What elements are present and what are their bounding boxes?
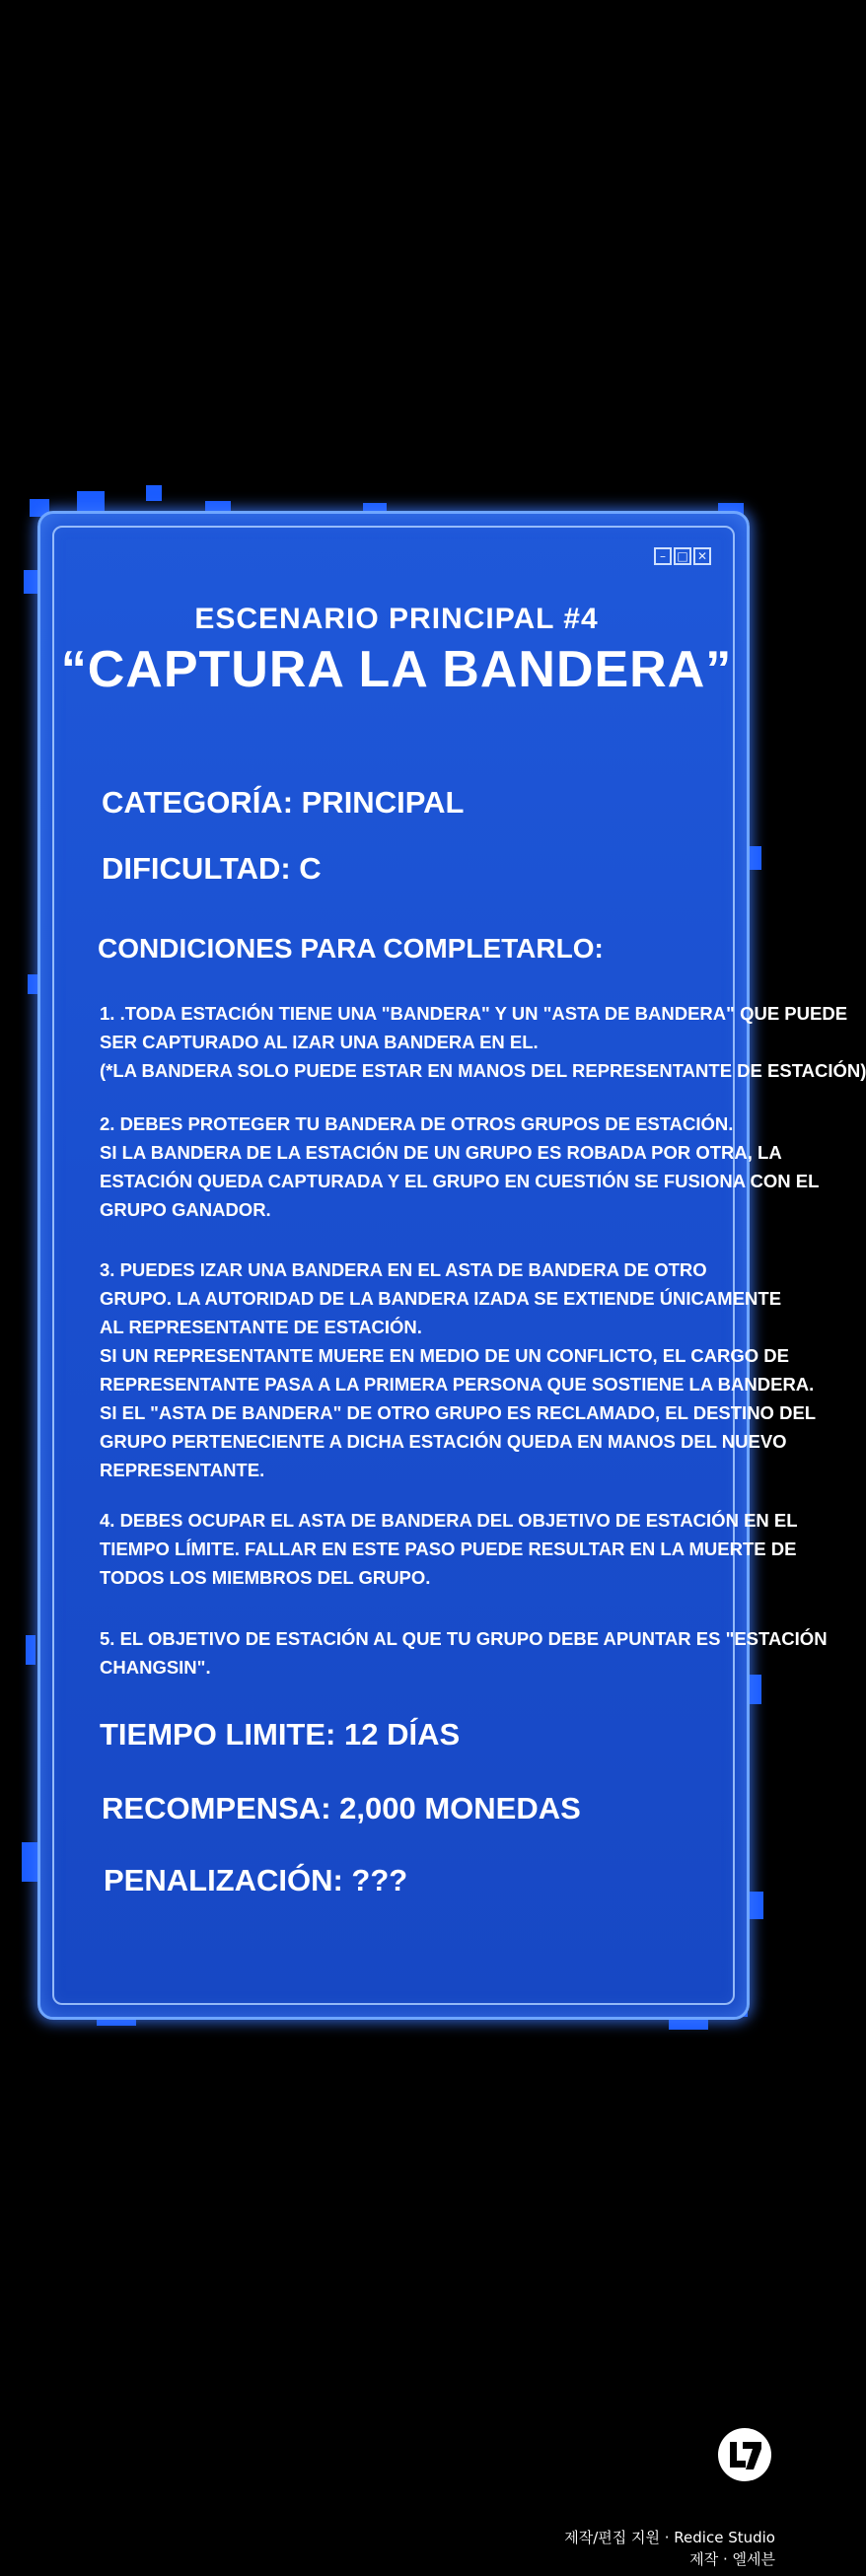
pixel-decoration bbox=[146, 485, 162, 501]
pixel-decoration bbox=[28, 974, 37, 994]
condition-line: GRUPO PERTENECIENTE A DICHA ESTACIÓN QUEDA EN MANOS DEL NUEVO bbox=[100, 1431, 787, 1452]
condition-line: REPRESENTANTE PASA A LA PRIMERA PERSONA QUE SOSTIENE LA BANDERA. bbox=[100, 1374, 815, 1395]
scenario-subtitle: ESCENARIO PRINCIPAL #4 bbox=[194, 603, 599, 635]
close-icon[interactable]: ✕ bbox=[693, 547, 711, 565]
condition-line: REPRESENTANTE. bbox=[100, 1460, 265, 1480]
pixel-decoration bbox=[363, 503, 387, 511]
minimize-icon[interactable]: – bbox=[654, 547, 672, 565]
condition-line: SI LA BANDERA DE LA ESTACIÓN DE UN GRUPO ES ROBADA POR OTRA, LA bbox=[100, 1142, 782, 1163]
condition-line: TODOS LOS MIEMBROS DEL GRUPO. bbox=[100, 1567, 431, 1588]
condition-line: TIEMPO LÍMITE. FALLAR EN ESTE PASO PUEDE RESULTAR EN LA MUERTE DE bbox=[100, 1538, 797, 1559]
pixel-decoration bbox=[669, 2020, 708, 2030]
pixel-decoration bbox=[205, 501, 231, 511]
condition-line: ESTACIÓN QUEDA CAPTURADA Y EL GRUPO EN CUESTIÓN SE FUSIONA CON EL bbox=[100, 1171, 820, 1191]
penalty-label: PENALIZACIÓN: ??? bbox=[104, 1863, 408, 1897]
condition-item-3 bbox=[100, 1255, 817, 1484]
condition-item-4 bbox=[100, 1506, 798, 1592]
window-controls bbox=[654, 547, 711, 565]
condition-line: (*LA BANDERA SOLO PUEDE ESTAR EN MANOS DEL REPRESENTANTE DE ESTACIÓN) bbox=[100, 1060, 866, 1081]
credit-line-2: 제작 · 엘세븐 bbox=[689, 2550, 775, 2568]
condition-item-2 bbox=[100, 1109, 820, 1224]
conditions-heading: CONDICIONES PARA COMPLETARLO: bbox=[98, 933, 604, 964]
condition-line: GRUPO. LA AUTORIDAD DE LA BANDERA IZADA SE EXTIENDE ÚNICAMENTE bbox=[100, 1288, 782, 1309]
time-limit-label: TIEMPO LIMITE: 12 DÍAS bbox=[100, 1717, 461, 1752]
condition-line: 1. .TODA ESTACIÓN TIENE UNA "BANDERA" Y UN "ASTA DE BANDERA" QUE PUEDE bbox=[100, 1003, 848, 1024]
difficulty-label: DIFICULTAD: C bbox=[102, 851, 322, 886]
reward-label: RECOMPENSA: 2,000 MONEDAS bbox=[102, 1791, 581, 1825]
pixel-decoration bbox=[750, 1675, 761, 1704]
condition-line: GRUPO GANADOR. bbox=[100, 1199, 271, 1220]
pixel-decoration bbox=[22, 1842, 37, 1882]
category-label: CATEGORÍA: PRINCIPAL bbox=[102, 785, 465, 820]
pixel-decoration bbox=[750, 1892, 763, 1919]
condition-line: SI EL "ASTA DE BANDERA" DE OTRO GRUPO ES RECLAMADO, EL DESTINO DEL bbox=[100, 1402, 817, 1423]
pixel-decoration bbox=[750, 846, 761, 870]
scenario-title: “CAPTURA LA BANDERA” bbox=[60, 641, 733, 698]
condition-line: SER CAPTURADO AL IZAR UNA BANDERA EN EL. bbox=[100, 1032, 539, 1052]
condition-line: 5. EL OBJETIVO DE ESTACIÓN AL QUE TU GRUPO DEBE APUNTAR ES "ESTACIÓN bbox=[100, 1628, 828, 1649]
condition-line: 4. DEBES OCUPAR EL ASTA DE BANDERA DEL OBJETIVO DE ESTACIÓN EN EL bbox=[100, 1510, 798, 1531]
condition-line: SI UN REPRESENTANTE MUERE EN MEDIO DE UN CONFLICTO, EL CARGO DE bbox=[100, 1345, 789, 1366]
pixel-decoration bbox=[77, 491, 105, 513]
studio-logo-icon bbox=[716, 2426, 773, 2483]
condition-line: AL REPRESENTANTE DE ESTACIÓN. bbox=[100, 1317, 422, 1337]
condition-line: 2. DEBES PROTEGER TU BANDERA DE OTROS GRUPOS DE ESTACIÓN. bbox=[100, 1113, 734, 1134]
pixel-decoration bbox=[26, 1635, 36, 1665]
condition-line: CHANGSIN". bbox=[100, 1657, 211, 1678]
maximize-icon[interactable]: □ bbox=[674, 547, 691, 565]
condition-item-1 bbox=[100, 999, 866, 1085]
condition-line: 3. PUEDES IZAR UNA BANDERA EN EL ASTA DE BANDERA DE OTRO bbox=[100, 1259, 707, 1280]
quest-window bbox=[37, 511, 866, 2020]
condition-item-5 bbox=[100, 1624, 828, 1682]
quest-panel bbox=[37, 511, 866, 2020]
credit-line-1: 제작/편집 지원 · Redice Studio bbox=[564, 2529, 775, 2546]
